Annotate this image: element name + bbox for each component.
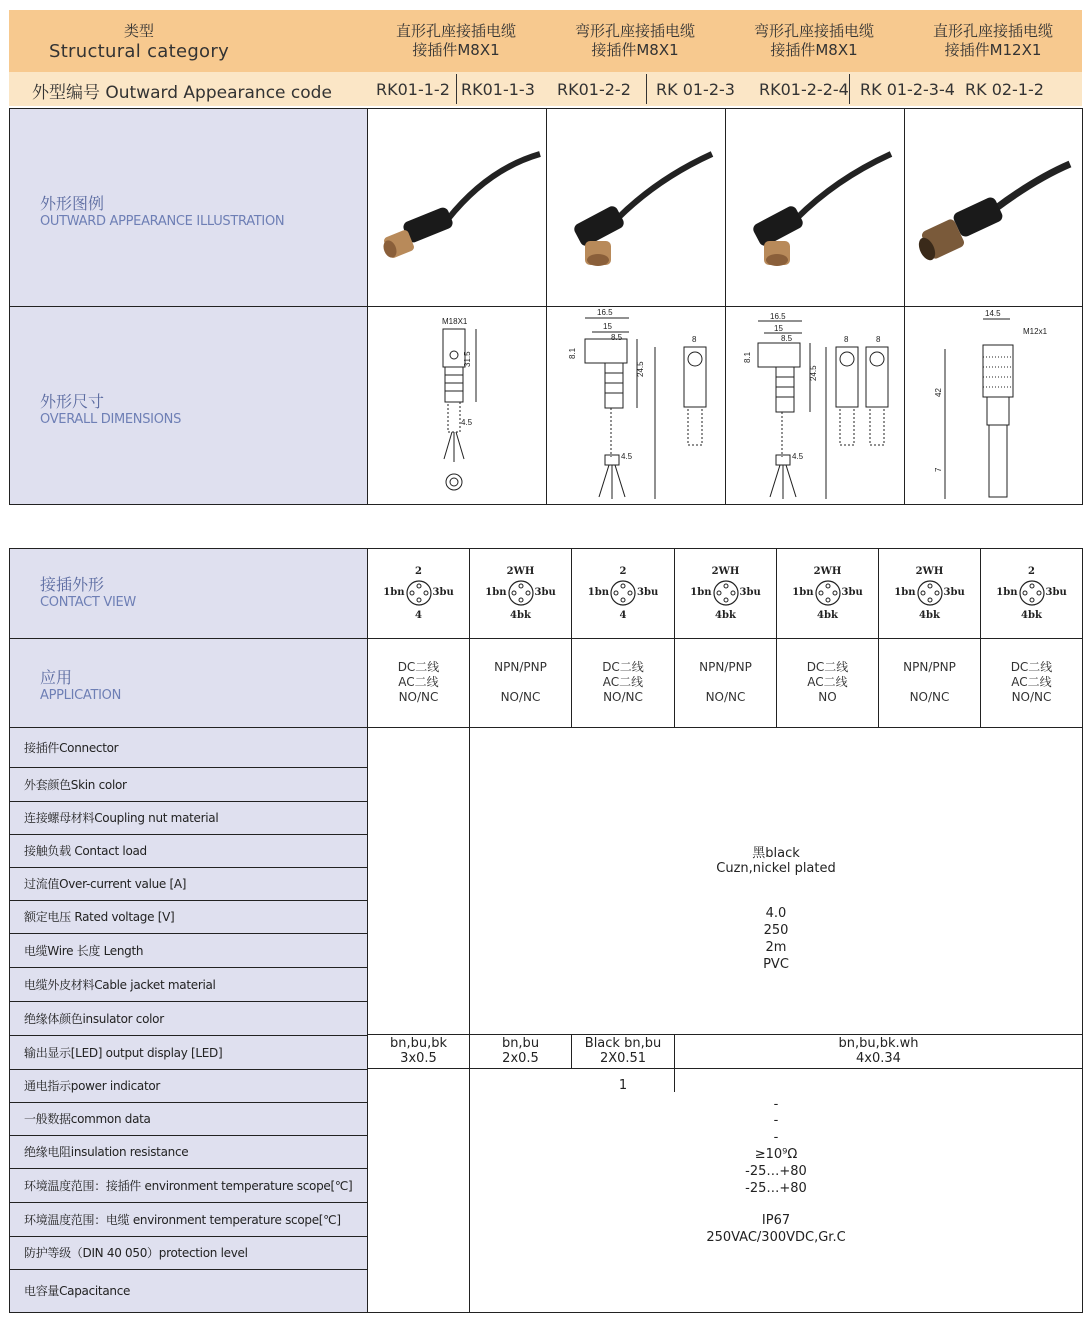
pin-top: 2WH	[915, 566, 944, 577]
pin-top: 2	[619, 566, 627, 577]
dim-d: 8.1	[568, 347, 577, 359]
row-divider	[10, 1202, 367, 1203]
contact-view-5	[777, 549, 878, 638]
pin-right: 3bu	[534, 587, 556, 598]
pin-bottom: 4bk	[715, 610, 736, 621]
column-title-line: 弯形孔座接插电缆	[753, 22, 874, 40]
spec-row-label: 额定电压 Rated voltage [V]	[24, 910, 175, 924]
application-line: NO/NC	[1011, 690, 1052, 704]
row-divider	[10, 834, 367, 835]
voltage-value: 250	[763, 923, 789, 938]
h-divider	[10, 638, 1082, 639]
column-title-line: 接插件M8X1	[591, 41, 679, 59]
dim-len1: 42	[934, 388, 943, 397]
application-heading	[40, 665, 121, 703]
dim-a: 16.5	[597, 308, 613, 317]
power-indicator-value: -	[773, 1097, 779, 1112]
dim-diameter: 4.5	[792, 452, 804, 461]
nut-material-value: Cuzn,nickel plated	[716, 861, 836, 876]
dimensions-heading	[40, 389, 181, 427]
spec-row-label: 环境温度范围：电缆 environment temperature scope[℃]	[24, 1212, 341, 1227]
column-title-line: 直形孔座接插电缆	[932, 22, 1053, 40]
column-title-3	[725, 16, 903, 66]
row-divider	[10, 1135, 367, 1136]
row-divider	[10, 867, 367, 868]
contact-heading	[40, 572, 136, 610]
pin-bottom: 4	[619, 610, 627, 621]
dim-diameter: 14.5	[985, 309, 1001, 318]
insulator-line: Black bn,bu	[584, 1036, 662, 1051]
pin-right: 3bu	[739, 587, 761, 598]
pin-circle-icon	[405, 579, 433, 607]
application-line: NPN/PNP	[903, 660, 956, 674]
application-7	[981, 660, 1082, 705]
insulator-color-3	[572, 1036, 674, 1066]
dim-a: 16.5	[770, 312, 786, 321]
pin-bottom: 4bk	[919, 610, 940, 621]
application-line	[470, 675, 571, 690]
spec-row-label: 外套颜色Skin color	[24, 777, 127, 792]
dim-thread: M18X1	[442, 317, 468, 326]
code-6: RK 01-2-3-4	[860, 80, 955, 99]
insulator-line: 4x0.34	[856, 1051, 901, 1066]
pin-right: 3bu	[637, 587, 659, 598]
column-title-line: 弯形孔座接插电缆	[574, 22, 695, 40]
row-divider	[10, 967, 367, 968]
h-divider	[367, 1034, 1082, 1035]
application-line: NO/NC	[603, 690, 643, 704]
row-divider	[10, 933, 367, 934]
row-divider	[10, 1001, 367, 1002]
spec-row-label: 绝缘体颜色insulator color	[24, 1011, 164, 1026]
pin-left: 1bn	[587, 587, 609, 598]
contact-view-7	[981, 549, 1082, 638]
application-3	[572, 660, 674, 705]
code-7: RK 02-1-2	[965, 80, 1044, 99]
pin-right: 3bu	[943, 587, 965, 598]
dimension-drawing-4	[905, 307, 1082, 504]
application-line: NO/NC	[705, 690, 746, 704]
row-divider	[10, 900, 367, 901]
code-5: RK01-2-2-4	[759, 80, 849, 99]
pin-circle-icon	[814, 579, 842, 607]
code-divider	[849, 74, 850, 104]
pin-top: 2WH	[711, 566, 740, 577]
insulator-line: bn,bu,bk	[389, 1036, 448, 1051]
product-image-angled-m8-b	[726, 109, 904, 306]
spec-row-label: 接插件Connector	[24, 741, 119, 755]
category-zh: 类型	[123, 22, 154, 40]
application-line	[879, 675, 980, 690]
code-label: 外型编号 Outward Appearance code	[32, 83, 332, 103]
insulation-dash-value: -	[773, 1130, 779, 1145]
row-divider	[10, 1168, 367, 1169]
pin-left: 1bn	[485, 587, 507, 598]
application-6	[879, 660, 980, 705]
product-image-straight-m12	[905, 109, 1082, 306]
jacket-value: PVC	[763, 957, 789, 972]
contact-view-1	[368, 549, 469, 638]
dim-len2: 7	[934, 467, 943, 472]
spec-row-label: 连接螺母材料Coupling nut material	[24, 811, 219, 825]
row-divider	[10, 1069, 367, 1070]
dim-f: 8	[692, 335, 697, 344]
application-en: APPLICATION	[40, 688, 122, 703]
temp-connector-value: -25…+80	[745, 1164, 807, 1179]
column-title-2	[546, 16, 724, 66]
spec-row-label: 环境温度范围：接插件 environment temperature scope[℃]	[24, 1178, 353, 1193]
application-line: AC二线	[398, 675, 439, 689]
insulator-color-4	[675, 1036, 1082, 1066]
pin-bottom: 4bk	[510, 610, 531, 621]
spec-row-label: 电缆外皮材料Cable jacket material	[24, 977, 216, 992]
dim-c: 8.5	[781, 334, 793, 343]
pin-left: 1bn	[383, 587, 405, 598]
dimension-drawing-1	[368, 307, 546, 504]
code-1: RK01-1-2	[376, 80, 450, 99]
dimensions-en: OVERALL DIMENSIONS	[40, 412, 182, 427]
product-image-straight-m8	[368, 109, 546, 306]
application-line: AC二线	[807, 675, 848, 689]
spec-row-label: 过流值Over-current value [A]	[24, 877, 187, 891]
pin-circle-icon	[609, 579, 637, 607]
contact-zh: 接插外形	[40, 575, 105, 594]
row-divider	[10, 767, 367, 768]
column-title-line: 接插件M8X1	[770, 41, 858, 59]
pin-right: 3bu	[1045, 587, 1067, 598]
pin-circle-icon	[507, 579, 535, 607]
application-zh: 应用	[40, 668, 73, 687]
code-4: RK 01-2-3	[656, 80, 735, 99]
common-data-value: -	[773, 1113, 779, 1128]
pin-top: 2	[415, 566, 422, 577]
spec-row-label: 电容量Capacitance	[24, 1284, 131, 1298]
application-line: DC二线	[397, 660, 440, 674]
pin-circle-icon	[916, 579, 944, 607]
illustration-zh: 外形图例	[40, 194, 105, 213]
column-title-4	[904, 16, 1082, 66]
dim-e: 24.5	[636, 361, 645, 377]
code-2: RK01-1-3	[461, 80, 535, 99]
dimension-drawing-3	[726, 307, 904, 504]
pin-bottom: 4bk	[1021, 610, 1042, 621]
dim-length: 31.5	[463, 351, 472, 367]
code-3: RK01-2-2	[557, 80, 631, 99]
application-line: DC二线	[602, 660, 644, 674]
dim-d: 8.1	[743, 351, 752, 363]
pin-right: 3bu	[432, 587, 454, 598]
pin-left: 1bn	[792, 587, 814, 598]
insulator-line: bn,bu	[501, 1036, 540, 1051]
output-display-value: 1	[618, 1078, 628, 1093]
dimension-drawing-2	[547, 307, 725, 504]
illustration-en: OUTWARD APPEARANCE ILLUSTRATION	[40, 214, 285, 229]
dim-b: 15	[603, 322, 612, 331]
skin-color-value: 黑black	[752, 846, 800, 861]
row-divider	[10, 1035, 367, 1036]
row-divider	[10, 1236, 367, 1237]
dim-thread: M12x1	[1023, 327, 1048, 336]
insulator-line: 2X0.51	[599, 1051, 647, 1066]
pin-top: 2WH	[813, 566, 842, 577]
row-divider	[10, 1269, 367, 1270]
spec-row-label: 输出显示[LED] output display [LED]	[24, 1045, 223, 1060]
contact-view-4	[675, 549, 776, 638]
contact-view-2	[470, 549, 571, 638]
dim-c: 8.5	[611, 333, 623, 342]
spec-row-label: 绝缘电阻insulation resistance	[24, 1145, 189, 1159]
contact-view-6	[879, 549, 980, 638]
category-label	[9, 16, 269, 66]
application-line: NO/NC	[500, 690, 541, 704]
spec-row-label: 接触负载 Contact load	[24, 844, 147, 858]
dim-diameter: 4.5	[461, 418, 473, 427]
capacitance-value: 250VAC/300VDC,Gr.C	[706, 1230, 846, 1245]
code-divider	[646, 74, 647, 104]
insulator-line: bn,bu,bk.wh	[838, 1036, 919, 1051]
application-line: NO/NC	[909, 690, 950, 704]
pin-left: 1bn	[996, 587, 1018, 598]
spec-row-label: 防护等级（DIN 40 050）protection level	[24, 1246, 248, 1260]
application-line	[675, 675, 776, 690]
temp-cable-value: -25…+80	[745, 1181, 807, 1196]
application-5	[777, 660, 878, 705]
h-divider	[367, 1068, 1082, 1069]
pin-bottom: 4bk	[817, 610, 838, 621]
pin-circle-icon	[1018, 579, 1046, 607]
overcurrent-value: 4.0	[765, 906, 787, 921]
pin-top: 2WH	[506, 566, 535, 577]
contact-en: CONTACT VIEW	[40, 595, 136, 610]
dimensions-zh: 外形尺寸	[40, 392, 105, 411]
application-1	[368, 660, 469, 705]
dim-diameter: 4.5	[621, 452, 633, 461]
dim-f: 8	[844, 335, 849, 344]
row-divider	[10, 801, 367, 802]
pin-left: 1bn	[690, 587, 712, 598]
insulator-color-2	[470, 1036, 571, 1066]
protection-value: IP67	[761, 1213, 791, 1228]
application-line: DC二线	[1010, 660, 1053, 674]
pin-left: 1bn	[894, 587, 916, 598]
application-2	[470, 660, 571, 705]
dim-e: 24.5	[809, 365, 818, 381]
pin-bottom: 4	[415, 610, 422, 621]
application-line: AC二线	[1011, 675, 1052, 689]
pin-circle-icon	[712, 579, 740, 607]
resistance-value: ≥10⁹Ω	[754, 1147, 798, 1162]
application-4	[675, 660, 776, 705]
insulator-line: 3x0.5	[400, 1051, 437, 1066]
dim-b: 15	[774, 324, 783, 333]
application-line: NO	[818, 690, 837, 704]
pin-top: 2	[1028, 566, 1035, 577]
application-line: AC二线	[602, 675, 644, 689]
application-line: NPN/PNP	[699, 660, 752, 674]
row-divider	[10, 1102, 367, 1103]
insulator-color-1	[368, 1036, 469, 1066]
application-line: DC二线	[806, 660, 849, 674]
spec-row-label: 一般数据common data	[24, 1112, 151, 1126]
spec-row-label: 电缆Wire 长度 Length	[24, 943, 144, 958]
code-divider	[456, 74, 457, 104]
illustration-heading	[40, 191, 284, 229]
column-title-1	[367, 16, 545, 66]
category-en: Structural category	[48, 41, 230, 62]
column-title-line: 接插件M8X1	[412, 41, 500, 59]
pin-right: 3bu	[841, 587, 863, 598]
dim-g: 8	[876, 335, 881, 344]
spec-row-label: 通电指示power indicator	[24, 1079, 161, 1093]
application-line: NO/NC	[398, 690, 439, 704]
product-image-angled-m8-a	[547, 109, 725, 306]
insulator-line: 2x0.5	[502, 1051, 539, 1066]
column-title-line: 接插件M12X1	[944, 41, 1042, 59]
contact-view-3	[572, 549, 674, 638]
column-title-line: 直形孔座接插电缆	[395, 22, 516, 40]
application-line: NPN/PNP	[494, 660, 547, 674]
length-value: 2m	[765, 940, 787, 955]
